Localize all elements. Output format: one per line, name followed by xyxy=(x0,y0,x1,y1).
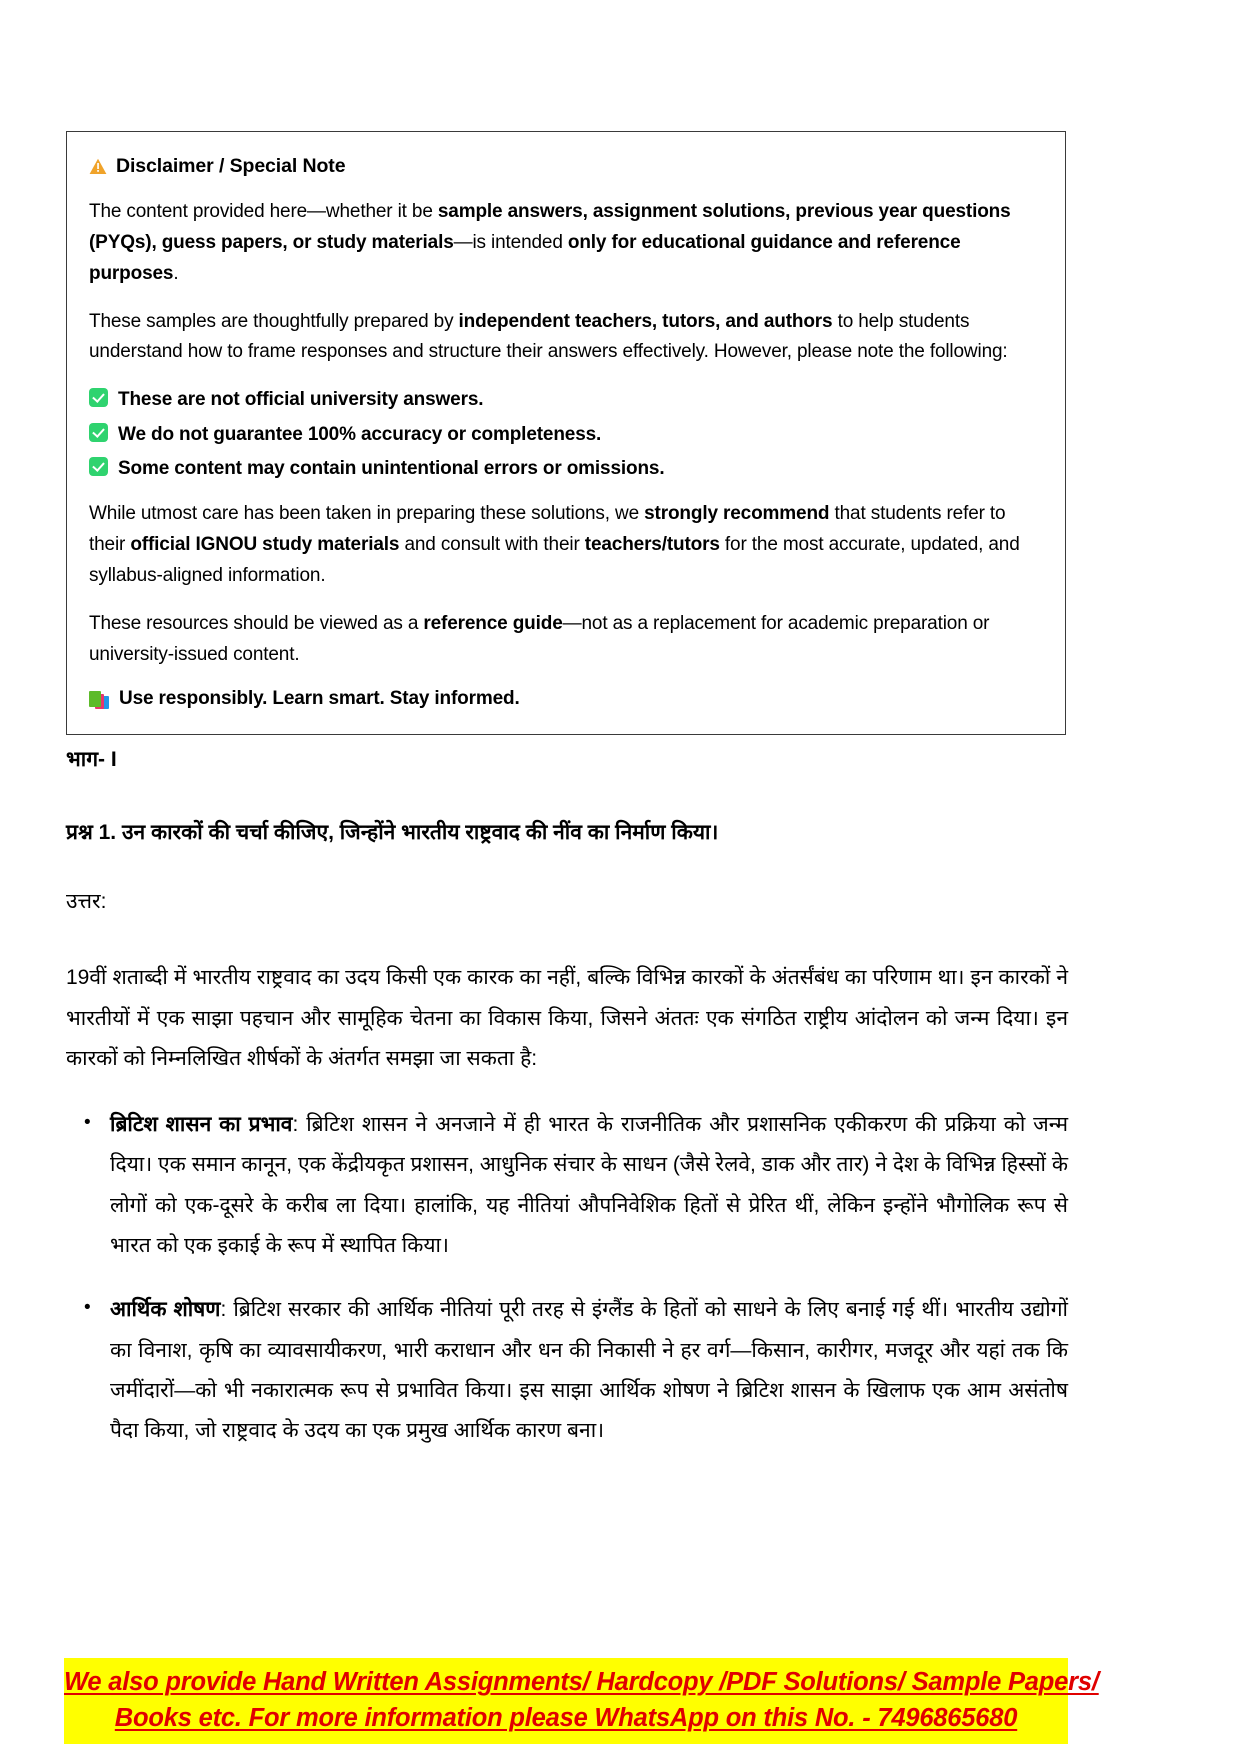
disclaimer-paragraph-2 xyxy=(89,307,1043,369)
footer-line-2: Books etc. For more information please WhatsApp on this No. - 7496865680 xyxy=(114,1704,1018,1733)
para1-bold2: only for educational guidance and reference purposes xyxy=(89,232,961,284)
answer-label: उत्तर: xyxy=(66,889,107,913)
disclaimer-paragraph-4 xyxy=(89,609,1043,671)
checklist-item-label: These are not official university answers. xyxy=(118,389,484,411)
para3-bold1: strongly recommend xyxy=(644,503,830,525)
para2-bold1: independent teachers, tutors, and authors xyxy=(458,310,833,332)
bullet-separator: : xyxy=(220,1298,234,1322)
question-text: प्रश्न 1. उन कारकों की चर्चा कीजिए, जिन्होंने भारतीय राष्ट्रवाद की नींव का निर्माण किया। xyxy=(66,821,719,845)
intro-paragraph: 19वीं शताब्दी में भारतीय राष्ट्रवाद का उदय किसी एक कारक का नहीं, बल्कि विभिन्न कारकों के अंतर्संबंध का परिणाम था। इन कारकों ने भारतीयों में एक साझा पहचान और सामूहिक चेतना का विकास किया, जिसने अंततः एक संगठित राष्ट्रीय आंदोलन को जन्म दिया। इन कारकों को निम्नलिखित शीर्षकों के अंतर्गत समझा जा सकता है: xyxy=(66,966,1068,1070)
books-icon xyxy=(89,690,109,709)
check-mark-icon xyxy=(89,457,108,476)
checklist-item xyxy=(89,385,1043,414)
checklist-item xyxy=(89,454,1043,483)
list-item xyxy=(110,1290,1068,1451)
promotional-footer-banner xyxy=(64,1658,1099,1744)
para3-seg1: While utmost care has been taken in preparing these solutions, we xyxy=(89,503,645,525)
checklist-item xyxy=(89,420,1043,449)
warning-triangle-icon xyxy=(89,158,107,175)
para3-seg3: and consult with their xyxy=(399,534,585,556)
bullet-separator: : xyxy=(292,1113,307,1137)
factor-list xyxy=(66,1105,1068,1452)
para1-seg3: . xyxy=(173,262,179,284)
disclaimer-checklist xyxy=(89,385,1043,483)
bullet-heading: ब्रिटिश शासन का प्रभाव xyxy=(110,1113,293,1137)
para3-seg2: that students refer to their xyxy=(89,503,1006,556)
list-item xyxy=(110,1105,1068,1266)
check-mark-icon xyxy=(89,423,108,442)
disclaimer-closing-text: Use responsibly. Learn smart. Stay informed. xyxy=(119,688,520,710)
para4-seg2: —not as a replacement for academic preparation or university-issued content. xyxy=(89,612,990,665)
para4-bold1: reference guide xyxy=(423,612,563,634)
para1-bold1: sample answers, assignment solutions, previous year questions (PYQs), guess papers, or study materials xyxy=(89,201,1011,254)
para4-seg1: These resources should be viewed as a xyxy=(89,612,424,634)
footer-line-1: We also provide Hand Written Assignments/ Hardcopy /PDF Solutions/ Sample Papers/ xyxy=(64,1668,1099,1696)
para2-seg2: to help students understand how to frame responses and structure their answers effectively. However, please note the following: xyxy=(89,310,1008,363)
part-heading: भाग- I xyxy=(66,748,117,771)
bullet-body: ब्रिटिश सरकार की आर्थिक नीतियां पूरी तरह से इंग्लैंड के हितों को साधने के लिए बनाई गई थीं। भारतीय उद्योगों का विनाश, कृषि का व्यावसायीकरण, भारी कराधान और धन की निकासी ने हर वर्ग—किसान, कारीगर, मजदूर और यहां तक कि जमींदारों—को भी नकारात्मक रूप से प्रभावित किया। इस साझा आर्थिक शोषण ने ब्रिटिश शासन के खिलाफ एक आम असंतोष पैदा किया, जो राष्ट्रवाद के उदय का एक प्रमुख आर्थिक कारण बना। xyxy=(110,1298,1068,1443)
para1-seg2: —is intended xyxy=(453,232,568,254)
para2-seg1: These samples are thoughtfully prepared by xyxy=(89,310,459,332)
check-mark-icon xyxy=(89,388,108,407)
para3-bold2: official IGNOU study materials xyxy=(130,534,400,556)
para3-bold3: teachers/tutors xyxy=(584,534,720,556)
para3-seg4: for the most accurate, updated, and syllabus-aligned information. xyxy=(89,534,1020,587)
disclaimer-box xyxy=(66,131,1066,735)
bullet-heading: आर्थिक शोषण xyxy=(110,1298,221,1322)
checklist-item-label: We do not guarantee 100% accuracy or completeness. xyxy=(118,423,602,445)
assignment-content xyxy=(66,745,1068,1476)
disclaimer-title-row xyxy=(89,154,1043,179)
disclaimer-paragraph-1 xyxy=(89,197,1043,289)
disclaimer-closing-row xyxy=(89,688,1043,710)
para1-seg1: The content provided here—whether it be xyxy=(89,201,438,223)
checklist-item-label: Some content may contain unintentional errors or omissions. xyxy=(118,458,665,480)
disclaimer-paragraph-3 xyxy=(89,499,1043,591)
disclaimer-title-text: Disclaimer / Special Note xyxy=(116,155,346,177)
bullet-body: ब्रिटिश शासन ने अनजाने में ही भारत के राजनीतिक और प्रशासनिक एकीकरण की प्रक्रिया को जन्म दिया। एक समान कानून, एक केंद्रीयकृत प्रशासन, आधुनिक संचार के साधन (जैसे रेलवे, डाक और तार) ने देश के विभिन्न हिस्सों के लोगों को एक-दूसरे के करीब ला दिया। हालांकि, यह नीतियां औपनिवेशिक हितों से प्रेरित थीं, लेकिन इन्होंने भौगोलिक रूप से भारत को एक इकाई के रूप में स्थापित किया। xyxy=(110,1113,1069,1258)
